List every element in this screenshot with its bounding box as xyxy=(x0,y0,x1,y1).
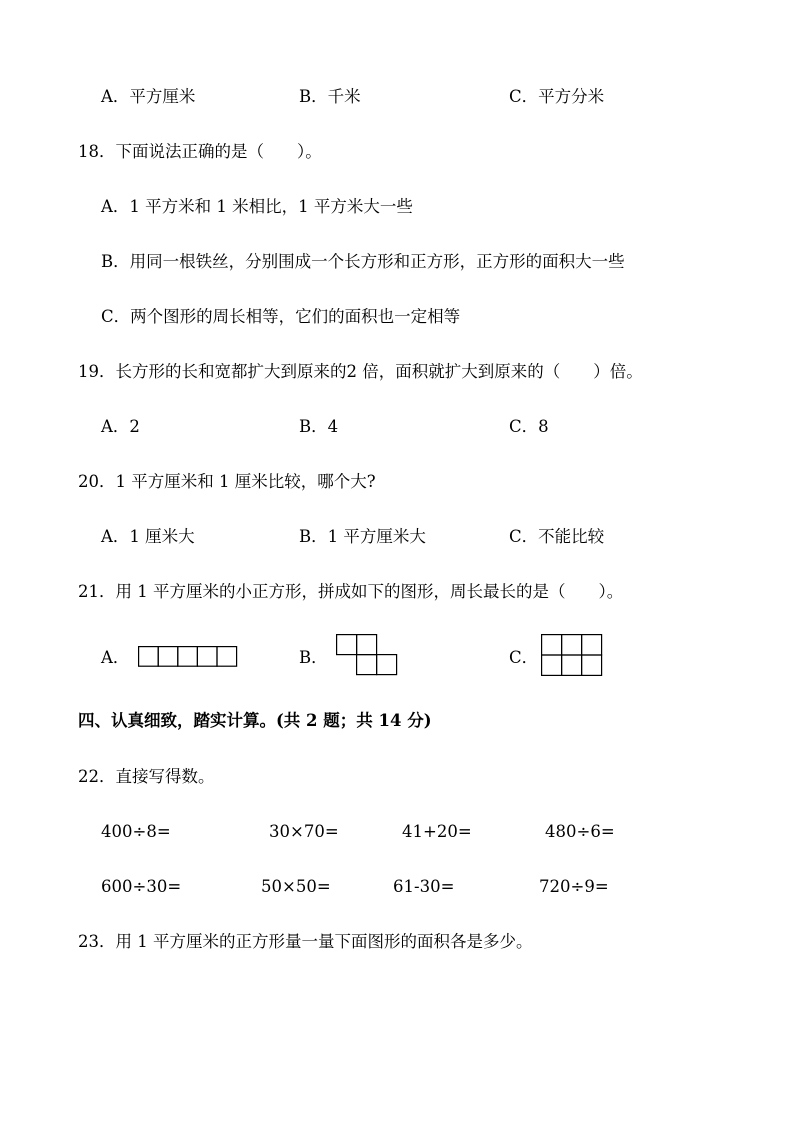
q18-option-a: A．1 平方米和 1 米相比，1 平方米大一些 xyxy=(101,197,413,216)
figure-b-square xyxy=(337,635,357,655)
figure-a-square xyxy=(158,647,178,667)
q17-option-a: A．平方厘米 xyxy=(101,87,196,106)
figure-a-square xyxy=(197,647,217,667)
figure-c-square xyxy=(582,635,602,655)
q20-option-a: A．1 厘米大 xyxy=(101,527,195,546)
q21-stem: 21．用 1 平方厘米的小正方形，拼成如下的图形，周长最长的是（ ）。 xyxy=(78,582,624,601)
figure-c-square xyxy=(562,655,582,675)
q19-option-c: C．8 xyxy=(509,417,549,436)
q17-option-b: B．千米 xyxy=(299,87,361,106)
figure-b-staircase xyxy=(336,634,400,678)
figure-b-square xyxy=(377,655,397,675)
q22-expression: 50×50= xyxy=(261,877,331,896)
figure-b-square xyxy=(357,635,377,655)
figure-c-grid xyxy=(541,634,603,677)
figure-c-square xyxy=(562,635,582,655)
figure-a-square xyxy=(217,647,237,667)
q22-expression: 41+20= xyxy=(402,822,472,841)
q17-option-c: C．平方分米 xyxy=(509,87,605,106)
figure-c-square xyxy=(542,635,562,655)
q19-option-b: B．4 xyxy=(299,417,339,436)
figure-a-square xyxy=(178,647,198,667)
figure-b-square xyxy=(357,655,377,675)
q22-expression: 720÷9= xyxy=(539,877,609,896)
figure-a-square xyxy=(139,647,159,667)
q19-stem: 19．长方形的长和宽都扩大到原来的2 倍，面积就扩大到原来的（ ）倍。 xyxy=(78,362,643,381)
figure-a-strip xyxy=(138,646,239,668)
q22-expression: 480÷6= xyxy=(545,822,615,841)
q18-stem: 18．下面说法正确的是（ ）。 xyxy=(78,142,322,161)
q22-expression: 400÷8= xyxy=(101,822,171,841)
q20-option-b: B．1 平方厘米大 xyxy=(299,527,426,546)
q23-stem: 23．用 1 平方厘米的正方形量一量下面图形的面积各是多少。 xyxy=(78,932,533,951)
q21-option-a: A． xyxy=(101,648,130,667)
q21-option-b: B． xyxy=(299,648,328,667)
q22-stem: 22．直接写得数。 xyxy=(78,767,215,786)
q22-expression: 61-30= xyxy=(393,877,455,896)
q18-option-c: C．两个图形的周长相等，它们的面积也一定相等 xyxy=(101,307,461,326)
q20-stem: 20．1 平方厘米和 1 厘米比较，哪个大? xyxy=(78,472,376,491)
figure-c-square xyxy=(542,655,562,675)
q22-expression: 30×70= xyxy=(269,822,339,841)
q18-option-b: B．用同一根铁丝，分别围成一个长方形和正方形，正方形的面积大一些 xyxy=(101,252,625,271)
q21-option-c: C． xyxy=(509,648,539,667)
q22-expression: 600÷30= xyxy=(101,877,182,896)
q19-option-a: A．2 xyxy=(101,417,140,436)
q20-option-c: C．不能比较 xyxy=(509,527,605,546)
figure-c-square xyxy=(582,655,602,675)
section-4-heading: 四、认真细致，踏实计算。(共 2 题；共 14 分) xyxy=(78,711,432,730)
